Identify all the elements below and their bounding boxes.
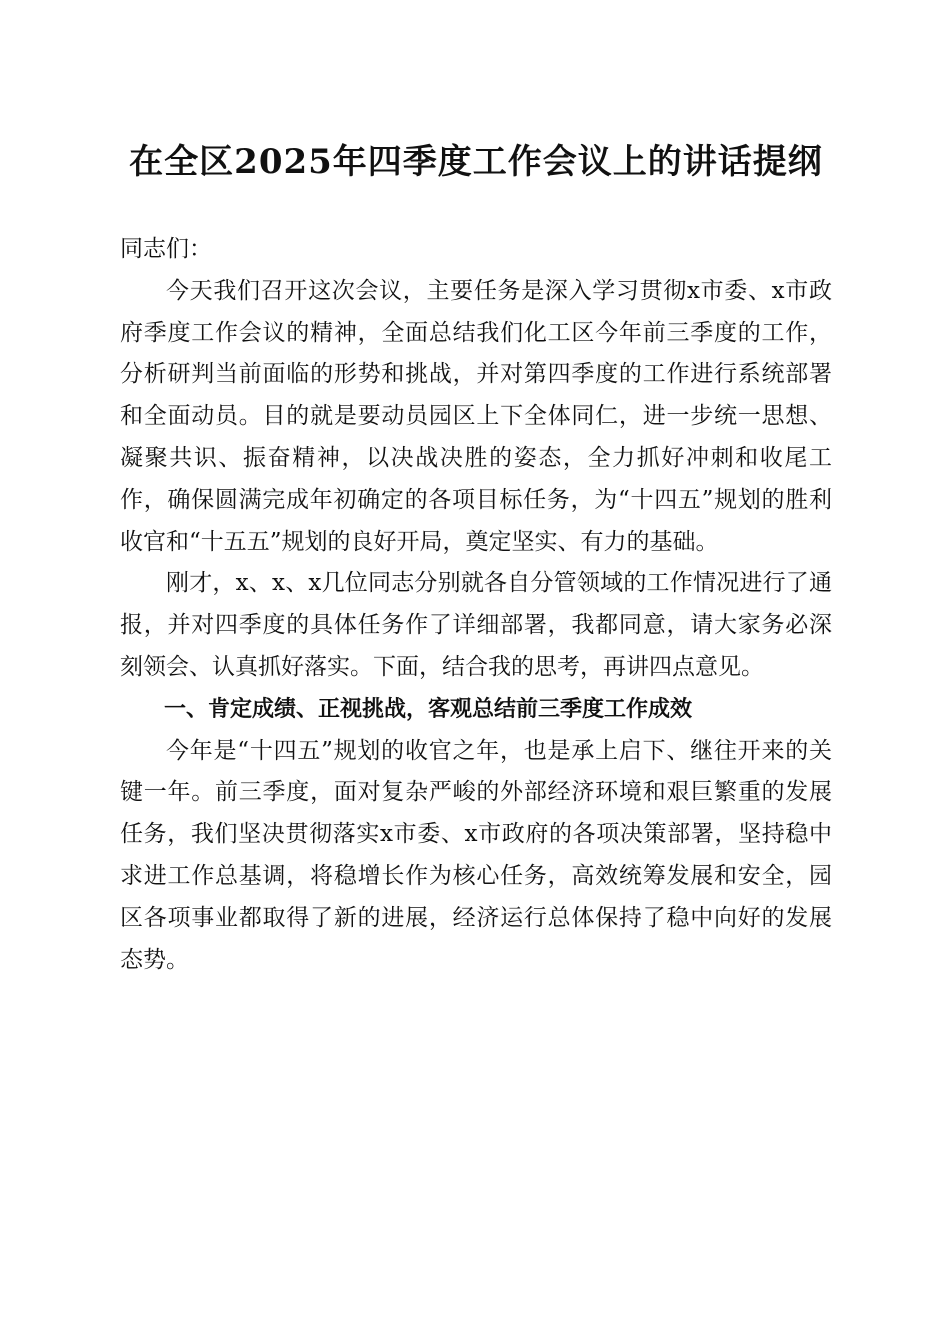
document-title: 在全区2025年四季度工作会议上的讲话提纲	[129, 142, 823, 182]
paragraph-opening: 今天我们召开这次会议，主要任务是深入学习贯彻x市委、x市政府季度工作会议的精神，全面总结我们化工区今年前三季度的工作，分析研判当前面临的形势和挑战，并对第四季度的工作进行系统部署和全面动员。目的就是要动员园区上下全体同仁，进一步统一思想、凝聚共识、振奋精神，以决战决胜的姿态，全力抓好冲刺和收尾工作，确保圆满完成年初确定的各项目标任务，为“十四五”规划的胜利收官和“十五五”规划的良好开局，奠定坚实、有力的基础。	[120, 277, 832, 555]
paragraph-report-summary: 刚才，x、x、x几位同志分别就各自分管领域的工作情况进行了通报，并对四季度的具体任务作了详细部署，我都同意，请大家务必深刻领会、认真抓好落实。下面，结合我的思考，再讲四点意见。	[120, 570, 832, 680]
salutation: 同志们：	[120, 236, 212, 262]
section-1-paragraph: 今年是“十四五”规划的收官之年，也是承上启下、继往开来的关键一年。前三季度，面对复杂严峻的外部经济环境和艰巨繁重的发展任务，我们坚决贯彻落实x市委、x市政府的各项决策部署，坚持稳中求进工作总基调，将稳增长作为核心任务，高效统筹发展和安全，园区各项事业都取得了新的进展，经济运行总体保持了稳中向好的发展态势。	[120, 737, 832, 973]
document-body	[120, 138, 832, 981]
section-heading-1: 一、肯定成绩、正视挑战，客观总结前三季度工作成效	[164, 696, 693, 722]
